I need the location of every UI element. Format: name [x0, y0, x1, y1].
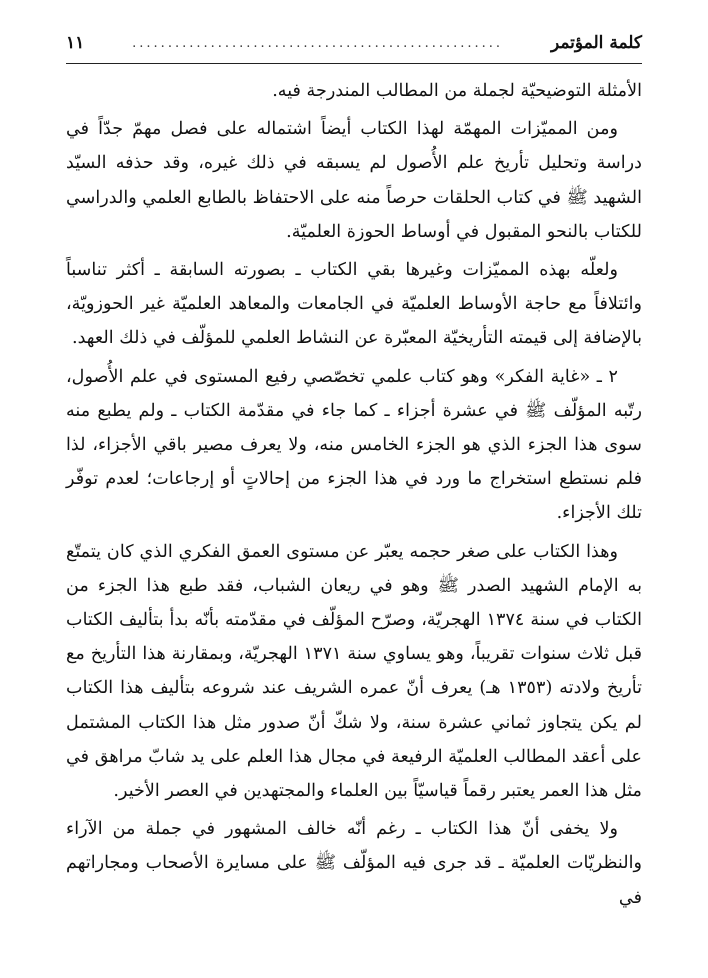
paragraph-5: وهذا الكتاب على صغر حجمه يعبّر عن مستوى العمق الفكري الذي كان يتمتّع به الإمام الشهيد الصدر ﷺ وهو في ريعان الشباب، فقد طبع هذا الجزء من الكتاب في سنة ١٣٧٤ الهجريّة، وصرّح المؤلّف في مقدّمته بأنّه بدأ بتأليف الكتاب قبل ثلاث سنوات تقريباً، وهو يساوي سنة ١٣٧١ الهجريّة، وبمقارنة هذا التأريخ مع تأريخ ولادته (١٣٥٣ هـ) يعرف أنّ عمره الشريف عند شروعه بتأليف هذا الكتاب لم يكن يتجاوز ثماني عشرة سنة، ولا شكّ أنّ صدور مثل هذا الكتاب المشتمل على أعقد المطالب العلميّة الرفيعة في مجال هذا العلم على يد شابّ مراهق في مثل هذا العمر يعتبر رقماً قياسيّاً بين العلماء والمجتهدين في العصر الأخير.	[66, 541, 642, 802]
header-title: كلمة المؤتمر	[550, 33, 642, 53]
header-leader-dots: ....................................................	[132, 35, 504, 51]
paragraph-4: ٢ ـ «غاية الفكر» وهو كتاب علمي تخصّصي رفيع المستوى في علم الأُصول، رتّبه المؤلّف ﷺ في عشرة أجزاء ـ كما جاء في مقدّمة الكتاب ـ ولم يطبع منه سوى هذا الجزء الذي هو الجزء الخامس منه، ولا يعرف مصير باقي الأجزاء، لذا فلم نستطع استخراج ما ورد في هذا الجزء من إحالاتٍ أو إرجاعات؛ لعدم توفّر تلك الأجزاء.	[66, 366, 642, 524]
header-rule	[66, 63, 642, 64]
paragraph-3: ولعلّه بهذه المميّزات وغيرها بقي الكتاب ـ بصورته السابقة ـ أكثر تناسباً وائتلافاً مع حاجة الأوساط العلميّة في الجامعات والمعاهد العلميّة غير الحوزويّة، بالإضافة إلى قيمته التأريخيّة المعبّرة عن النشاط العلمي للمؤلّف في ذلك العهد.	[66, 260, 642, 349]
running-header	[66, 28, 642, 58]
paragraph-6: ولا يخفى أنّ هذا الكتاب ـ رغم أنّه خالف المشهور في جملة من الآراء والنظريّات العلميّة ـ قد جرى فيه المؤلّف ﷺ على مسايرة الأصحاب ومجاراتهم في	[66, 819, 642, 908]
paragraph-1: الأمثلة التوضيحيّة لجملة من المطالب المندرجة فيه.	[272, 81, 642, 101]
page-number: ١١	[66, 33, 85, 53]
body-text	[66, 74, 642, 915]
paragraph-2: ومن المميّزات المهمّة لهذا الكتاب أيضاً اشتماله على فصل مهمّ جدّاً في دراسة وتحليل تأريخ علم الأُصول لم يسبقه في ذلك غيره، وقد حذفه السيّد الشهيد ﷺ في كتاب الحلقات حرصاً منه على الاحتفاظ بالطابع العلمي والدراسي للكتاب بالنحو المقبول في أوساط الحوزة العلميّة.	[66, 119, 642, 242]
